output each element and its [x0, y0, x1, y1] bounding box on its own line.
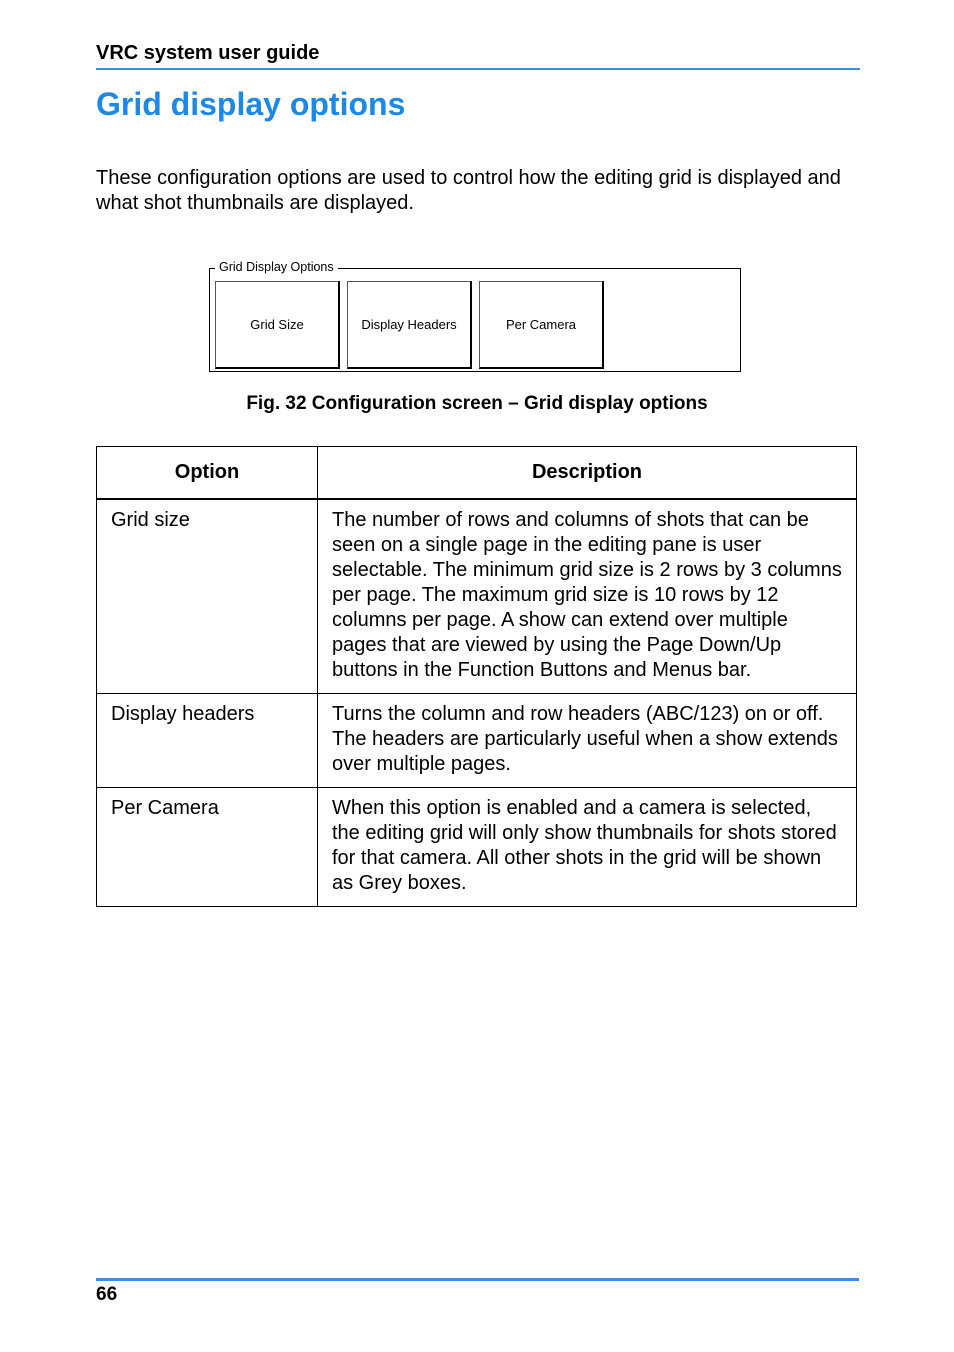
header-description: Description: [318, 447, 857, 499]
table-row: [97, 787, 857, 906]
description-cell: The number of rows and columns of shots that can be seen on a single page in the editing pane is user selectable. The minimum grid size is 2 rows by 3 columns per page. The maximum grid size is 10 rows by 12 columns per page. A show can extend over multiple pages that are viewed by using the Page Down/Up buttons in the Function Buttons and Menus bar.: [318, 499, 857, 694]
header-rule: [96, 68, 860, 70]
grid-size-button[interactable]: Grid Size: [215, 281, 340, 369]
header-option: Option: [97, 447, 318, 499]
option-cell: Grid size: [97, 499, 318, 694]
description-cell: Turns the column and row headers (ABC/123) on or off. The headers are particularly useful when a show extends over multiple pages.: [318, 693, 857, 787]
per-camera-button[interactable]: Per Camera: [479, 281, 604, 369]
description-cell: When this option is enabled and a camera is selected, the editing grid will only show thumbnails for shots stored for that camera. All other shots in the grid will be shown as Grey boxes.: [318, 787, 857, 906]
option-cell: Per Camera: [97, 787, 318, 906]
table-header-row: [97, 447, 857, 499]
group-label: Grid Display Options: [215, 260, 338, 274]
page-number: 66: [96, 1284, 118, 1305]
table-row: [97, 693, 857, 787]
running-header: VRC system user guide: [96, 42, 320, 64]
page-title: Grid display options: [96, 86, 406, 122]
grid-display-options-group: [209, 260, 741, 372]
footer-rule: [96, 1278, 859, 1281]
options-table: [96, 446, 857, 907]
option-cell: Display headers: [97, 693, 318, 787]
figure-caption: Fig. 32 Configuration screen – Grid display options: [246, 393, 708, 414]
display-headers-button[interactable]: Display Headers: [347, 281, 472, 369]
table-row: [97, 499, 857, 694]
intro-paragraph: These configuration options are used to control how the editing grid is displayed and what shot thumbnails are displayed.: [96, 167, 841, 214]
